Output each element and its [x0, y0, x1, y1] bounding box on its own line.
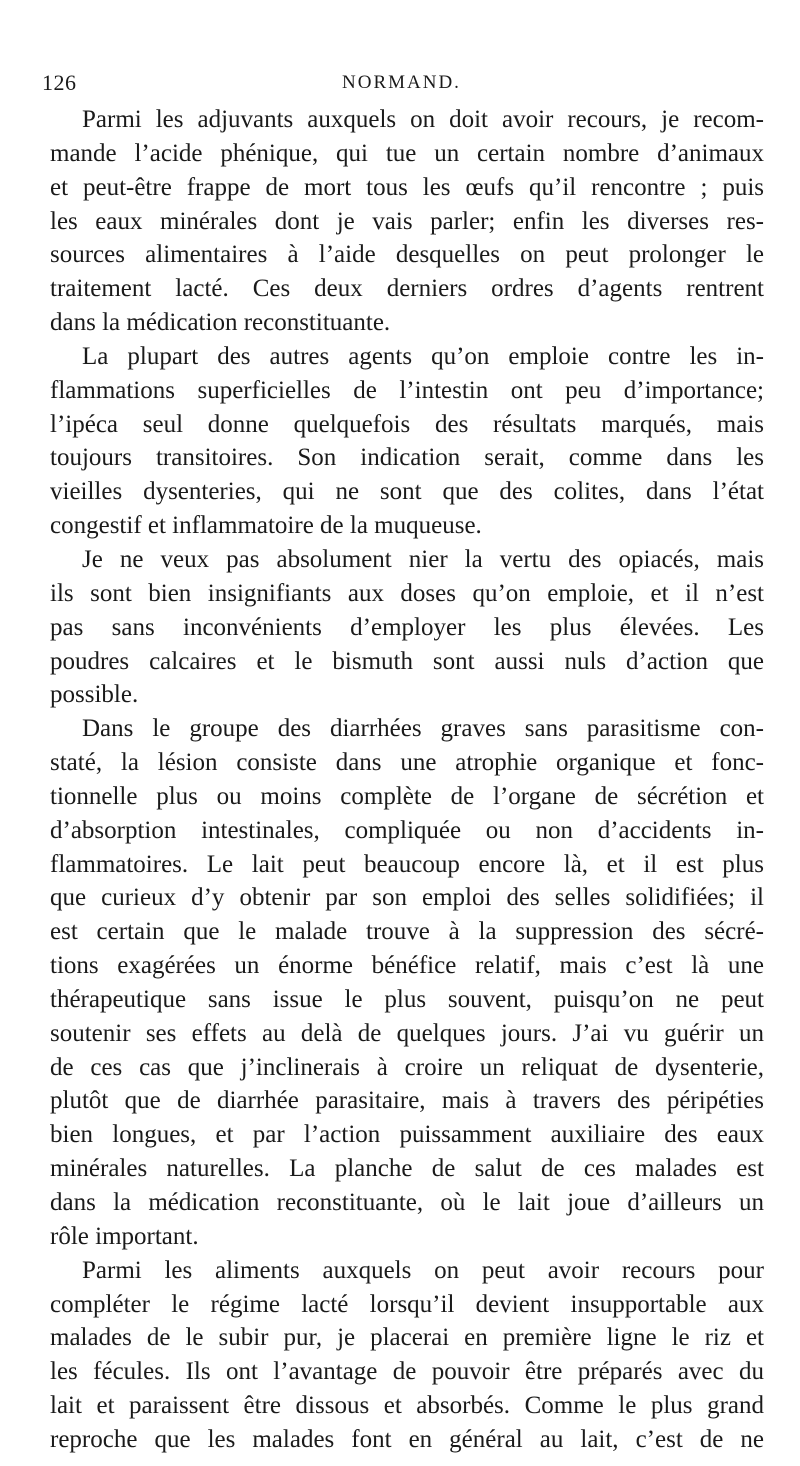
text-line: traitement lacté. Ces deux derniers ordres d’agents rentrent	[50, 275, 764, 303]
paragraph	[50, 712, 764, 1254]
page-number: 126	[42, 70, 77, 95]
text-line: toujours transitoires. Son indication serait, comme dans les	[50, 444, 764, 472]
text-line: rôle important.	[50, 1222, 199, 1250]
paragraph	[50, 543, 764, 712]
text-line: est certain que le malade trouve à la suppression des sécré-	[50, 918, 764, 946]
text-line: tionnelle plus ou moins complète de l’organe de sécrétion et	[50, 782, 764, 810]
text-line: et peut-être frappe de mort tous les œufs qu’il rencontre ; puis	[50, 173, 764, 201]
paragraph	[50, 1254, 764, 1457]
text-line: ils sont bien insignifiants aux doses qu’on emploie, et il n’est	[50, 579, 764, 607]
text-line: staté, la lésion consiste dans une atrophie organique et fonc-	[50, 749, 764, 777]
text-line: vieilles dysenteries, qui ne sont que des colites, dans l’état	[50, 478, 764, 506]
text-line: tions exagérées un énorme bénéfice relatif, mais c’est là une	[50, 952, 764, 980]
text-line: l’ipéca seul donne quelquefois des résultats marqués, mais	[50, 410, 764, 438]
text-line: les eaux minérales dont je vais parler; enfin les diverses res-	[50, 207, 764, 235]
text-line: Parmi les aliments auxquels on peut avoir recours pour	[82, 1256, 764, 1284]
text-line: dans la médication reconstituante, où le lait joue d’ailleurs un	[50, 1189, 764, 1216]
text-line: que curieux d’y obtenir par son emploi des selles solidifiées; il	[50, 884, 764, 912]
text-line: d’absorption intestinales, compliquée ou non d’accidents in-	[50, 816, 764, 844]
text-line: reproche que les malades font en général au lait, c’est de ne	[50, 1425, 764, 1453]
paragraph	[50, 340, 764, 543]
text-line: plutôt que de diarrhée parasitaire, mais à travers des péripéties	[50, 1087, 764, 1115]
text-line: compléter le régime lacté lorsqu’il devient insupportable aux	[50, 1290, 764, 1318]
text-line: soutenir ses effets au delà de quelques jours. J’ai vu guérir un	[50, 1019, 764, 1047]
body-text	[50, 103, 764, 1457]
text-line: flammatoires. Le lait peut beaucoup encore là, et il est plus	[50, 850, 764, 878]
text-line: flammations superficielles de l’intestin ont peu d’importance;	[50, 376, 764, 404]
running-head: NORMAND.	[342, 72, 461, 93]
text-line: minérales naturelles. La planche de salut de ces malades est	[50, 1155, 764, 1183]
text-line: mande l’acide phénique, qui tue un certain nombre d’animaux	[50, 139, 764, 167]
text-line: thérapeutique sans issue le plus souvent, puisqu’on ne peut	[50, 985, 764, 1013]
text-line: bien longues, et par l’action puissamment auxiliaire des eaux	[50, 1121, 764, 1149]
text-line: lait et paraissent être dissous et absorbés. Comme le plus grand	[50, 1392, 764, 1420]
text-line: de ces cas que j’inclinerais à croire un reliquat de dysenterie,	[50, 1053, 764, 1081]
text-line: congestif et inflammatoire de la muqueuse.	[50, 512, 482, 540]
text-line: possible.	[50, 681, 139, 709]
text-line: malades de le subir pur, je placerai en première ligne le riz et	[50, 1324, 764, 1352]
paragraph	[50, 103, 764, 340]
text-line: dans la médication reconstituante.	[50, 309, 391, 337]
text-line: sources alimentaires à l’aide desquelles on peut prolonger le	[50, 241, 764, 269]
text-line: Je ne veux pas absolument nier la vertu des opiacés, mais	[82, 545, 764, 573]
text-line: poudres calcaires et le bismuth sont aussi nuls d’action que	[50, 647, 764, 675]
page-header	[42, 70, 758, 100]
text-line: pas sans inconvénients d’employer les plus élevées. Les	[50, 613, 764, 641]
text-line: Dans le groupe des diarrhées graves sans parasitisme con-	[82, 715, 764, 743]
text-line: Parmi les adjuvants auxquels on doit avoir recours, je recom-	[82, 106, 764, 133]
text-line: les fécules. Ils ont l’avantage de pouvoir être préparés avec du	[50, 1358, 764, 1386]
text-line: La plupart des autres agents qu’on emploie contre les in-	[82, 342, 764, 370]
